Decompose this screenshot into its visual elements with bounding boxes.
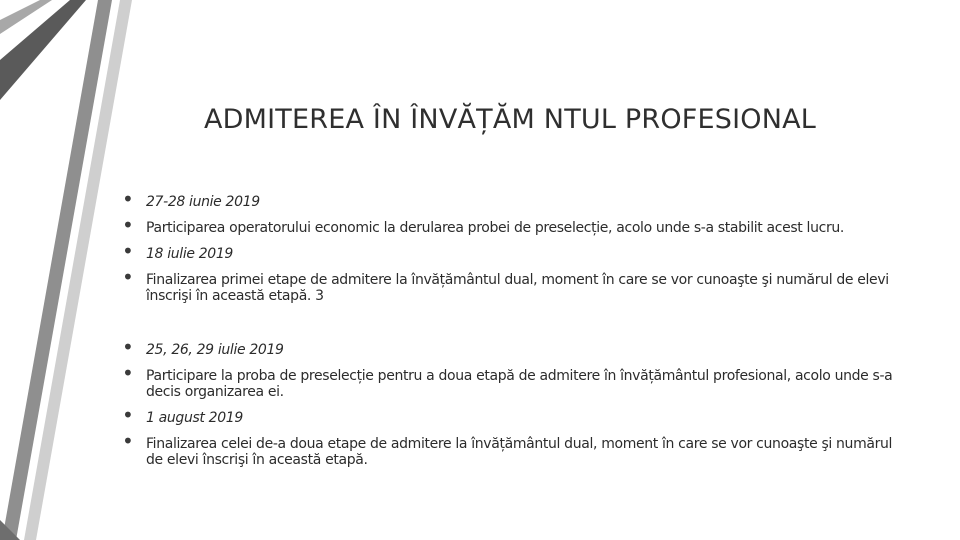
bullet-text: Participare la proba de preselecție pentru a doua etapă de admitere în învățământul profesional, acolo unde s-a decis organizarea ei. [146, 368, 893, 400]
bullet-text: 25, 26, 29 iulie 2019 [146, 342, 284, 358]
bullet-item [122, 187, 912, 211]
bullet-text: 18 iulie 2019 [146, 246, 233, 262]
bullet-group-2 [122, 335, 912, 478]
bullet-icon: • [122, 187, 134, 211]
bullet-icon: • [122, 403, 134, 427]
bullet-text: 27-28 iunie 2019 [146, 194, 260, 210]
bullet-icon: • [122, 361, 134, 385]
bullet-icon: • [122, 335, 134, 359]
bullet-icon: • [122, 429, 134, 453]
decor-bar-light [24, 0, 132, 540]
slide-title: ADMITEREA ÎN ÎNVĂȚĂM NTUL PROFESIONAL [203, 104, 817, 135]
bullet-item [122, 361, 912, 400]
bullet-item [122, 403, 912, 427]
bullet-text: 1 august 2019 [146, 410, 243, 426]
bullet-item [122, 429, 912, 468]
bullet-item [122, 239, 912, 263]
bullet-icon: • [122, 265, 134, 289]
bullet-group-1 [122, 187, 912, 314]
bullet-item [122, 265, 912, 304]
bullet-text: Finalizarea primei etape de admitere la învățământul dual, moment în care se vor cunoaşte şi numărul de elevi înscrişi în această etapă. 3 [146, 272, 889, 304]
bullet-icon: • [122, 239, 134, 263]
bullet-icon: • [122, 213, 134, 237]
bullet-text: Finalizarea celei de-a doua etape de admitere la învățământul dual, moment în care se vor cunoaşte şi numărul de elevi înscrişi în această etapă. [146, 436, 893, 468]
bullet-item [122, 335, 912, 359]
bullet-item [122, 213, 912, 237]
bullet-text: Participarea operatorului economic la derularea probei de preselecție, acolo unde s-a stabilit acest lucru. [146, 220, 844, 236]
decor-bar-mid [2, 0, 112, 540]
